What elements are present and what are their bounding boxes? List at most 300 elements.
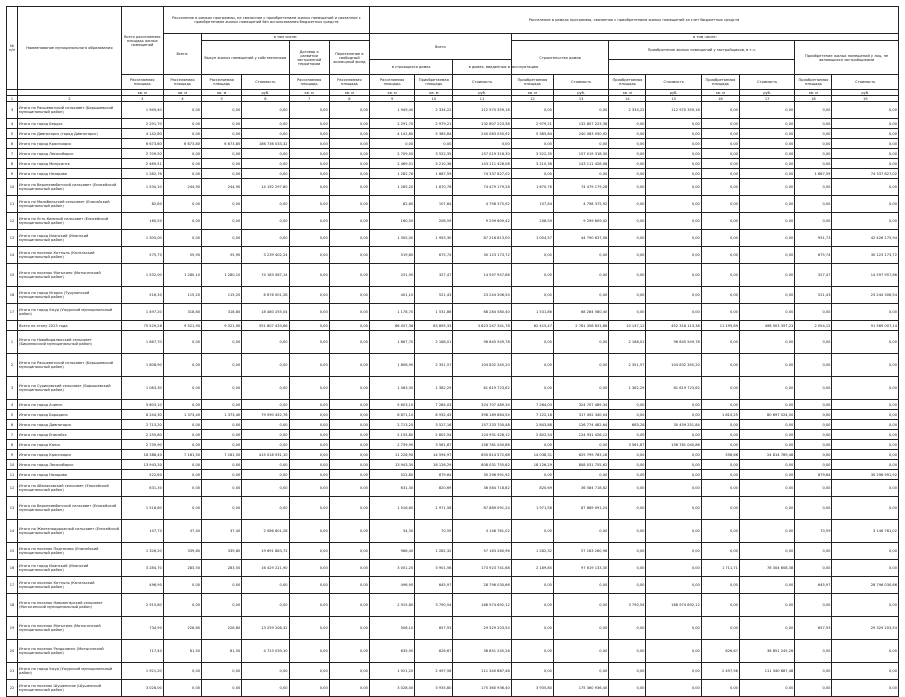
unit-cell: кв. м	[415, 90, 453, 96]
row-number: 6	[7, 420, 18, 430]
value-cell: 61 619 723,62	[646, 377, 701, 400]
value-cell: 9 521,90	[163, 321, 201, 331]
value-cell: 675,74	[415, 247, 453, 264]
value-cell: 0,00	[553, 331, 608, 354]
value-cell: 0,00	[701, 213, 739, 230]
value-cell: 2 469,51	[121, 159, 163, 169]
value-cell: 228,80	[202, 617, 242, 640]
table-row	[7, 321, 899, 331]
value-cell: 0,00	[553, 287, 608, 304]
value-cell: 0,00	[609, 450, 646, 460]
value-cell: 318,80	[163, 304, 201, 321]
value-cell: 631,30	[369, 480, 414, 497]
value-cell: 0,00	[646, 264, 701, 287]
row-name: Итого по поселок Новоангарский сельсовет (Мотыгинский муниципальный район)	[18, 594, 122, 617]
value-cell: 7 122,18	[511, 410, 553, 420]
header-b-build: Строительство домов	[511, 41, 609, 75]
value-cell: 160,50	[121, 213, 163, 230]
value-cell: 0,00	[795, 377, 832, 400]
value-cell: 0,00	[739, 577, 794, 594]
value-cell: 57 163 260,96	[453, 543, 511, 560]
value-cell: 0,00	[553, 440, 608, 450]
value-cell: 0,00	[739, 196, 794, 213]
value-cell: 157 233 700,48	[453, 420, 511, 430]
value-cell: 0,00	[795, 594, 832, 617]
table-row	[7, 594, 899, 617]
value-cell: 70,59	[415, 520, 453, 543]
value-cell: 13 259 208,32	[242, 617, 289, 640]
row-number	[7, 321, 18, 331]
value-cell: 0,00	[163, 213, 201, 230]
value-cell: 0,00	[202, 119, 242, 129]
value-cell: 0,00	[739, 617, 794, 640]
value-cell: 0,00	[701, 331, 739, 354]
value-cell: 0,00	[289, 420, 329, 430]
value-cell: 0,00	[832, 119, 899, 129]
value-cell: 0,00	[832, 560, 899, 577]
table-row	[7, 196, 899, 213]
row-number: 12	[7, 213, 18, 230]
value-cell: 0,00	[701, 196, 739, 213]
value-cell: 0,00	[832, 139, 899, 149]
value-cell: 240 083 050,92	[453, 129, 511, 139]
header-group-b: Расселение в рамках программы, связанное с приобретением жилых помещений за счет бюджетных средств	[369, 7, 898, 34]
value-cell: 1 305,00	[121, 230, 163, 247]
value-cell: 29 329 203,54	[832, 617, 899, 640]
value-cell: 0,00	[553, 663, 608, 680]
value-cell: 82,80	[369, 196, 414, 213]
table-row	[7, 663, 899, 680]
value-cell: 6 673,80	[202, 139, 242, 149]
value-cell: 0,00	[553, 139, 608, 149]
value-cell: 0,00	[242, 213, 289, 230]
value-cell: 635,90	[369, 640, 414, 663]
value-cell: 0,00	[163, 480, 201, 497]
value-cell: 76 304 608,38	[739, 560, 794, 577]
row-name: Итого по поселок Коттыль (Котельский муниципальный район)	[18, 247, 122, 264]
table-row	[7, 497, 899, 520]
value-cell: 0,00	[553, 470, 608, 480]
value-cell: 143 111 428,08	[553, 159, 608, 169]
value-cell: 0,00	[739, 304, 794, 321]
value-cell: 0,00	[202, 470, 242, 480]
value-cell: 0,00	[163, 102, 201, 119]
value-cell: 0,00	[832, 102, 899, 119]
value-cell: 74 337 827,02	[453, 169, 511, 179]
column-number: 14	[609, 96, 646, 102]
value-cell: 0,00	[701, 119, 739, 129]
value-cell: 1 810,25	[701, 410, 739, 420]
sub-acq-area: Приобретаемая площадь	[415, 75, 453, 90]
row-name: Итого по город Красноярск	[18, 139, 122, 149]
value-cell: 14 597 957,66	[453, 264, 511, 287]
value-cell: 1 373,40	[202, 410, 242, 420]
value-cell: 0,00	[289, 450, 329, 460]
value-cell: 104 832 345,20	[453, 354, 511, 377]
value-cell: 2 713,20	[121, 420, 163, 430]
value-cell: 0,00	[609, 247, 646, 264]
value-cell: 0,00	[329, 577, 369, 594]
value-cell: 0,00	[832, 213, 899, 230]
value-cell: 0,00	[609, 680, 646, 697]
value-cell: 3 146 761,02	[453, 520, 511, 543]
value-cell: 0,00	[329, 354, 369, 377]
value-cell: 496,90	[369, 577, 414, 594]
value-cell: 0,00	[646, 410, 701, 420]
value-cell: 0,00	[739, 594, 794, 617]
table-row	[7, 680, 899, 697]
column-number: 16	[701, 96, 739, 102]
table-body	[7, 102, 899, 697]
value-cell: 143 111 428,08	[453, 159, 511, 169]
value-cell: 1 305,00	[369, 230, 414, 247]
value-cell: 0,00	[832, 440, 899, 450]
value-cell: 0,00	[701, 102, 739, 119]
value-cell: 0,00	[329, 420, 369, 430]
value-cell: 0,00	[329, 213, 369, 230]
value-cell: 0,00	[701, 543, 739, 560]
value-cell: 1 285,20	[369, 179, 414, 196]
value-cell: 208,59	[415, 213, 453, 230]
value-cell: 28 796 030,66	[453, 577, 511, 594]
value-cell: 0,00	[739, 159, 794, 169]
value-cell: 13 943,30	[369, 460, 414, 470]
table-row	[7, 460, 899, 470]
value-cell: 0,00	[202, 159, 242, 169]
value-cell: 1 516,60	[369, 497, 414, 520]
row-name: Итого по город Назарово	[18, 470, 122, 480]
value-cell: 0,00	[832, 480, 899, 497]
row-name: Итого по город Ачинск	[18, 400, 122, 410]
value-cell: 0,00	[202, 354, 242, 377]
row-number: 20	[7, 640, 18, 663]
value-cell: 3 935,80	[415, 680, 453, 697]
row-name: Итого по город Енисейск	[18, 430, 122, 440]
value-cell: 0,00	[329, 617, 369, 640]
value-cell: 3 790,54	[415, 594, 453, 617]
value-cell: 0,00	[329, 480, 369, 497]
value-cell: 87 889 091,24	[453, 497, 511, 520]
value-cell: 0,00	[511, 287, 553, 304]
value-cell: 0,00	[609, 470, 646, 480]
unit-cell: кв. м	[795, 90, 832, 96]
value-cell: 2 086 601,28	[242, 520, 289, 543]
value-cell: 5 385,64	[511, 129, 553, 139]
row-number: 2	[7, 354, 18, 377]
value-cell: 0,00	[202, 430, 242, 440]
column-number: 11	[453, 96, 511, 102]
value-cell: 0,00	[646, 497, 701, 520]
value-cell: 0,00	[609, 169, 646, 179]
value-cell: 0,00	[202, 377, 242, 400]
header-b-commissioned: в домах, введенных в эксплуатацию	[453, 60, 554, 75]
unit-cell: кв. м	[511, 90, 553, 96]
value-cell: 0,00	[289, 543, 329, 560]
value-cell: 0,00	[609, 617, 646, 640]
value-cell: 0,00	[242, 400, 289, 410]
value-cell: 0,00	[289, 321, 329, 331]
row-name: Итого по Абалаковский сельсовет (Енисейский муниципальный район)	[18, 480, 122, 497]
row-name: Итого по поселок Коттыль (Котельский муниципальный район)	[18, 577, 122, 594]
value-cell: 2 739,90	[369, 440, 414, 450]
row-number: 4	[7, 119, 18, 129]
value-cell: 0,00	[701, 304, 739, 321]
value-cell: 0,00	[739, 129, 794, 139]
value-cell: 107,64	[511, 196, 553, 213]
value-cell: 37,40	[202, 520, 242, 543]
value-cell: 398 189 864,54	[453, 410, 511, 420]
value-cell: 1 667,59	[415, 169, 453, 179]
value-cell: 0,00	[329, 470, 369, 480]
value-cell: 251,90	[369, 264, 414, 287]
column-number: 17	[739, 96, 794, 102]
value-cell: 1 530,10	[121, 179, 163, 196]
row-number: 18	[7, 594, 18, 617]
row-number: 17	[7, 304, 18, 321]
value-cell: 1 516,60	[121, 497, 163, 520]
value-cell: 1 711,71	[701, 560, 739, 577]
value-cell: 0,00	[289, 617, 329, 640]
value-cell: 44 790 637,06	[553, 230, 608, 247]
table-row	[7, 450, 899, 460]
value-cell: 3 823 247 341,78	[453, 321, 511, 331]
value-cell: 124 931 428,12	[453, 430, 511, 440]
value-cell: 14 597 957,66	[832, 264, 899, 287]
value-cell: 0,00	[832, 149, 899, 159]
header-a-contract: Договор о развитии застроенной территории	[289, 41, 329, 75]
sub-acq-area: Приобретаемая площадь	[701, 75, 739, 90]
value-cell: 0,00	[795, 460, 832, 470]
table-row	[7, 420, 899, 430]
value-cell: 0,00	[553, 594, 608, 617]
row-number: 14	[7, 247, 18, 264]
row-number: 4	[7, 400, 18, 410]
value-cell: 0,00	[289, 400, 329, 410]
table-row	[7, 230, 899, 247]
value-cell: 5 603,10	[369, 400, 414, 410]
value-cell: 158 781 040,86	[646, 440, 701, 450]
value-cell: 74 479 179,28	[453, 179, 511, 196]
row-name: Итого по город Красноярск	[18, 450, 122, 460]
value-cell: 7 284,03	[415, 400, 453, 410]
value-cell: 1 282,76	[121, 169, 163, 179]
value-cell: 0,00	[832, 460, 899, 470]
value-cell: 0,00	[701, 440, 739, 450]
value-cell: 29 329 203,54	[453, 617, 511, 640]
value-cell: 0,00	[202, 213, 242, 230]
value-cell: 3 239 402,24	[242, 247, 289, 264]
value-cell: 324 707 489,34	[453, 400, 511, 410]
value-cell: 0,00	[701, 680, 739, 697]
value-cell: 0,00	[289, 663, 329, 680]
value-cell: 0,00	[242, 420, 289, 430]
value-cell: 0,00	[242, 159, 289, 169]
value-cell: 0,00	[202, 420, 242, 430]
value-cell: 30 123 173,72	[453, 247, 511, 264]
value-cell: 0,00	[701, 420, 739, 430]
value-cell: 74 479 179,28	[553, 179, 608, 196]
sub-acq-area: Приобретаемая площадь	[609, 75, 646, 90]
value-cell: 158 781 040,86	[453, 440, 511, 450]
value-cell: 0,00	[701, 354, 739, 377]
header-a-buyout: Выкуп жилых помещений у собственников	[202, 41, 289, 75]
header-a-free: Переселение в свободный жилищный фонд	[329, 41, 369, 75]
value-cell: 0,00	[242, 354, 289, 377]
unit-cell: руб.	[553, 90, 608, 96]
row-name: Итого по город Бородино	[18, 410, 122, 420]
value-cell: 645,97	[415, 577, 453, 594]
row-number: 11	[7, 470, 18, 480]
value-cell: 1 280,10	[202, 264, 242, 287]
value-cell: 30 296 991,92	[453, 470, 511, 480]
value-cell: 2 054,12	[795, 321, 832, 331]
column-number: 4	[163, 96, 201, 102]
value-cell: 679,64	[415, 470, 453, 480]
value-cell: 3 210,36	[415, 159, 453, 169]
value-cell: 0,00	[795, 213, 832, 230]
value-cell: 0,00	[646, 179, 701, 196]
value-cell: 0,00	[739, 354, 794, 377]
value-cell: 0,00	[289, 102, 329, 119]
row-name: Итого по город Ужур (Ужурский муниципальный район)	[18, 663, 122, 680]
value-cell: 83 895,33	[415, 321, 453, 331]
value-cell: 0,00	[289, 149, 329, 159]
value-cell: 168 974 692,12	[646, 594, 701, 617]
value-cell: 0,00	[795, 159, 832, 169]
value-cell: 415 018 931,10	[242, 450, 289, 460]
value-cell: 0,00	[739, 213, 794, 230]
value-cell: 0,00	[701, 460, 739, 470]
value-cell: 0,00	[511, 377, 553, 400]
value-cell: 516,30	[121, 287, 163, 304]
table-row	[7, 640, 899, 663]
value-cell: 14 192 297,80	[242, 179, 289, 196]
value-cell: 6 673,80	[121, 139, 163, 149]
value-cell: 0,00	[832, 543, 899, 560]
value-cell: 96 645 549,78	[453, 331, 511, 354]
value-cell: 0,00	[739, 420, 794, 430]
row-name: Итого по поселок Мотыгино (Мотыгинский муниципальный район)	[18, 264, 122, 287]
value-cell: 0,00	[832, 179, 899, 196]
value-cell: 0,00	[832, 430, 899, 440]
value-cell: 0,00	[739, 377, 794, 400]
value-cell: 0,00	[289, 169, 329, 179]
table-row	[7, 264, 899, 287]
value-cell: 2 709,50	[121, 149, 163, 159]
value-cell: 0,00	[609, 304, 646, 321]
value-cell: 283,50	[202, 560, 242, 577]
value-cell: 679,64	[795, 470, 832, 480]
value-cell: 0,00	[832, 354, 899, 377]
row-name: Итого по Суриковский сельсовет (Барышевский муниципальный район)	[18, 377, 122, 400]
value-cell: 0,00	[289, 377, 329, 400]
value-cell: 3 561,87	[415, 440, 453, 450]
value-cell: 208,59	[511, 213, 553, 230]
value-cell: 37,40	[163, 520, 201, 543]
value-cell: 36 584 718,82	[453, 480, 511, 497]
sub-area: Расселяемая площадь	[163, 75, 201, 90]
value-cell: 0,00	[701, 577, 739, 594]
value-cell: 0,00	[289, 287, 329, 304]
value-cell: 0,00	[163, 196, 201, 213]
value-cell: 0,00	[553, 169, 608, 179]
value-cell: 0,00	[701, 497, 739, 520]
value-cell: 111 340 887,48	[453, 663, 511, 680]
value-cell: 4 142,80	[369, 129, 414, 139]
row-number: 15	[7, 543, 18, 560]
value-cell: 0,00	[646, 663, 701, 680]
value-cell: 0,00	[329, 680, 369, 697]
value-cell: 0,00	[163, 594, 201, 617]
value-cell: 0,00	[646, 470, 701, 480]
value-cell: 0,00	[289, 594, 329, 617]
value-cell: 0,00	[553, 247, 608, 264]
value-cell: 522,80	[121, 470, 163, 480]
unit-cell: кв. м	[369, 90, 414, 96]
value-cell: 0,00	[329, 331, 369, 354]
value-cell: 8 244,30	[121, 410, 163, 420]
value-cell: 0,00	[646, 196, 701, 213]
value-cell: 0,00	[609, 410, 646, 420]
value-cell: 645,97	[795, 577, 832, 594]
value-cell: 2 351,57	[609, 354, 646, 377]
value-cell: 126 774 482,64	[553, 420, 608, 430]
value-cell: 324 707 489,34	[553, 400, 608, 410]
row-number: 7	[7, 430, 18, 440]
value-cell: 0,00	[242, 663, 289, 680]
value-cell: 2 802,54	[511, 430, 553, 440]
value-cell: 0,00	[289, 179, 329, 196]
value-cell: 0,00	[329, 520, 369, 543]
value-cell: 0,00	[163, 331, 201, 354]
value-cell: 339,80	[163, 543, 201, 560]
value-cell: 0,00	[511, 264, 553, 287]
value-cell: 0,00	[329, 321, 369, 331]
row-number: 9	[7, 169, 18, 179]
value-cell: 61 619 723,62	[453, 377, 511, 400]
value-cell: 0,00	[242, 577, 289, 594]
row-name: Итого по город Дивногорск	[18, 420, 122, 430]
table-row	[7, 129, 899, 139]
value-cell: 0,00	[739, 460, 794, 470]
value-cell: 0,00	[242, 440, 289, 450]
value-cell: 0,00	[832, 410, 899, 420]
value-cell: 0,00	[242, 594, 289, 617]
value-cell: 70,59	[795, 520, 832, 543]
value-cell: 0,00	[329, 119, 369, 129]
value-cell: 96 645 549,78	[646, 331, 701, 354]
value-cell: 68 284 580,40	[553, 304, 608, 321]
value-cell: 0,00	[202, 594, 242, 617]
sub-acq-area: Приобретаемая площадь	[511, 75, 553, 90]
value-cell: 0,00	[795, 129, 832, 139]
column-number: 9	[369, 96, 414, 102]
row-number: 5	[7, 410, 18, 420]
row-name: Итого по поселок Шушенское (Шушенский муниципальный район)	[18, 680, 122, 697]
value-cell: 0,00	[163, 577, 201, 594]
value-cell: 0,00	[242, 680, 289, 697]
row-name: Итого по Новобирилюсский сельсовет (Бирилюсский муниципальный район)	[18, 331, 122, 354]
header-total-area: Всего расселяемая площадь жилых помещений	[121, 7, 163, 75]
value-cell: 0,00	[739, 440, 794, 450]
value-cell: 3 028,00	[369, 680, 414, 697]
value-cell: 0,00	[289, 139, 329, 149]
value-cell: 1 949,40	[369, 102, 414, 119]
value-cell: 74 183 587,14	[242, 264, 289, 287]
value-cell: 0,00	[329, 560, 369, 577]
value-cell: 519,80	[369, 247, 414, 264]
value-cell: 0,00	[609, 230, 646, 247]
